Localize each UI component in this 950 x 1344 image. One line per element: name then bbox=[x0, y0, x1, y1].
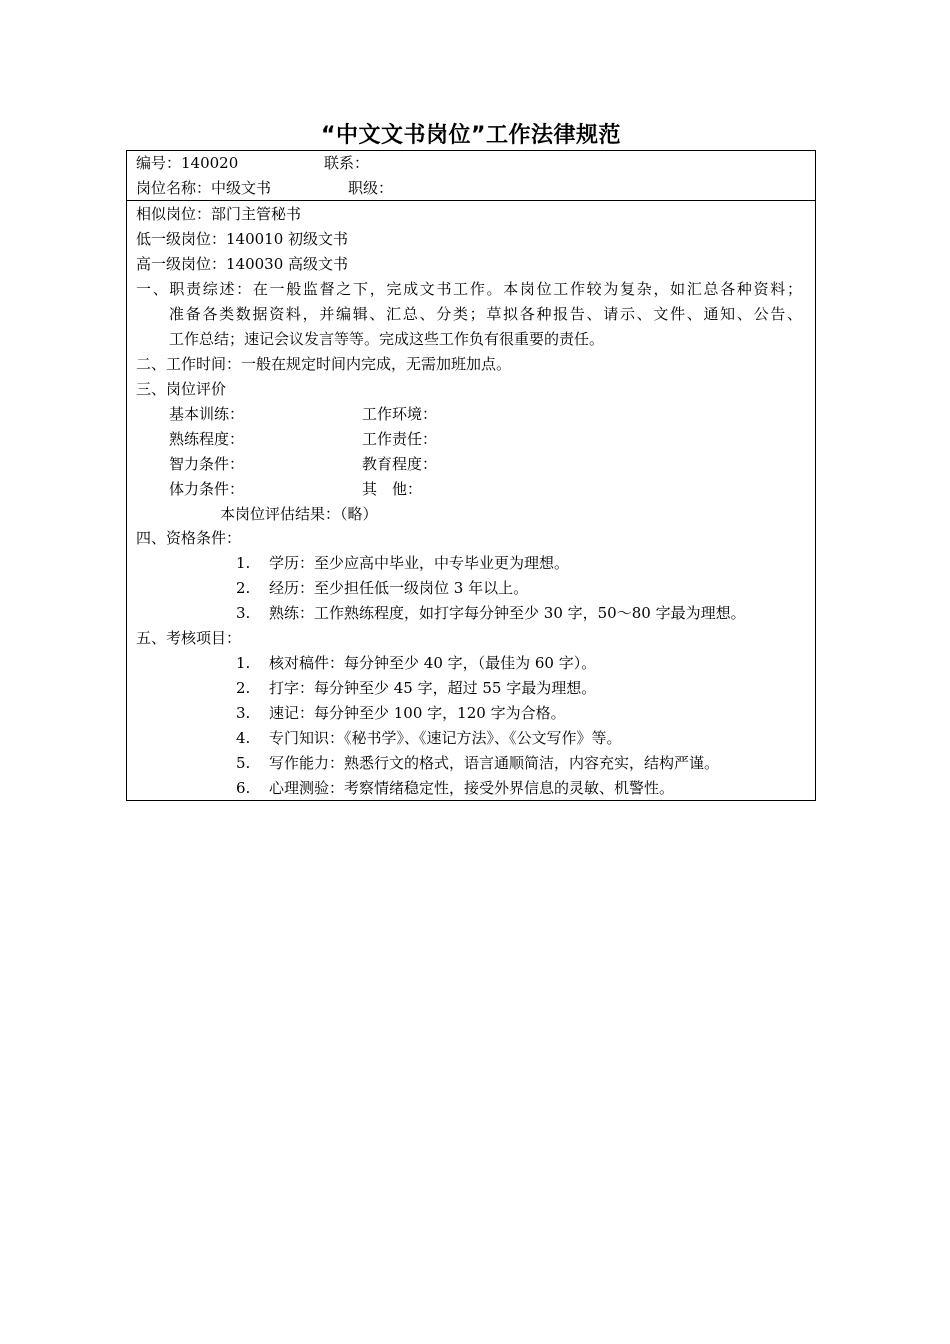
list-item: 写作能力：熟悉行文的格式，语言通顺简洁，内容充实，结构严谨。 bbox=[269, 754, 720, 772]
higher-position: 高一级岗位：140030 高级文书 bbox=[136, 255, 349, 273]
qualifications-heading: 四、资格条件： bbox=[136, 529, 242, 547]
evaluation-item: 熟练程度： bbox=[169, 430, 245, 448]
document-title: “中文文书岗位”工作法律规范 bbox=[321, 123, 621, 148]
evaluation-item: 智力条件： bbox=[169, 455, 245, 473]
evaluation-result: 本岗位评估结果：（略） bbox=[220, 505, 378, 523]
list-item: 心理测验：考察情绪稳定性，接受外界信息的灵敏、机警性。 bbox=[269, 779, 675, 797]
list-item-number: 6. bbox=[236, 779, 251, 797]
grade-field: 职级： bbox=[348, 179, 394, 197]
duties-line-1: 一、职责综述：在一般监督之下，完成文书工作。本岗位工作较为复杂，如汇总各种资料； bbox=[136, 280, 802, 298]
list-item-number: 5. bbox=[236, 754, 251, 772]
duties-line-3: 工作总结；速记会议发言等等。完成这些工作负有很重要的责任。 bbox=[169, 330, 605, 348]
code-field: 编号：140020 bbox=[136, 154, 239, 172]
list-item: 学历：至少应高中毕业，中专毕业更为理想。 bbox=[269, 554, 570, 572]
list-item: 打字：每分钟至少 45 字，超过 55 字最为理想。 bbox=[269, 679, 597, 697]
assessment-heading: 五、考核项目： bbox=[136, 629, 242, 647]
evaluation-item: 工作环境： bbox=[362, 405, 438, 423]
contact-field: 联系： bbox=[324, 154, 370, 172]
list-item: 速记：每分钟至少 100 字，120 字为合格。 bbox=[269, 704, 566, 722]
lower-position: 低一级岗位：140010 初级文书 bbox=[136, 230, 349, 248]
list-item-number: 2. bbox=[236, 679, 251, 697]
duties-line-2: 准备各类数据资料，并编辑、汇总、分类；草拟各种报告、请示、文件、通知、公告、 bbox=[169, 305, 802, 323]
list-item: 核对稿件：每分钟至少 40 字，（最佳为 60 字）。 bbox=[269, 654, 597, 672]
evaluation-item: 其 他： bbox=[362, 480, 423, 498]
list-item-number: 3. bbox=[236, 604, 251, 622]
evaluation-item: 基本训练： bbox=[169, 405, 245, 423]
list-item-number: 1. bbox=[236, 554, 251, 572]
similar-position: 相似岗位：部门主管秘书 bbox=[136, 205, 302, 223]
list-item-number: 4. bbox=[236, 729, 251, 747]
list-item-number: 1. bbox=[236, 654, 251, 672]
list-item-number: 3. bbox=[236, 704, 251, 722]
list-item-number: 2. bbox=[236, 579, 251, 597]
position-name-field: 岗位名称：中级文书 bbox=[136, 179, 272, 197]
header-divider bbox=[126, 200, 816, 201]
work-hours: 二、工作时间：一般在规定时间内完成，无需加班加点。 bbox=[136, 355, 512, 373]
list-item: 熟练：工作熟练程度，如打字每分钟至少 30 字，50～80 字最为理想。 bbox=[269, 604, 746, 622]
evaluation-item: 教育程度： bbox=[362, 455, 438, 473]
list-item: 经历：至少担任低一级岗位 3 年以上。 bbox=[269, 579, 529, 597]
evaluation-item: 体力条件： bbox=[169, 480, 245, 498]
evaluation-item: 工作责任： bbox=[362, 430, 438, 448]
list-item: 专门知识：《秘书学》、《速记方法》、《公文写作》等。 bbox=[269, 729, 622, 747]
evaluation-heading: 三、岗位评价 bbox=[136, 380, 227, 398]
